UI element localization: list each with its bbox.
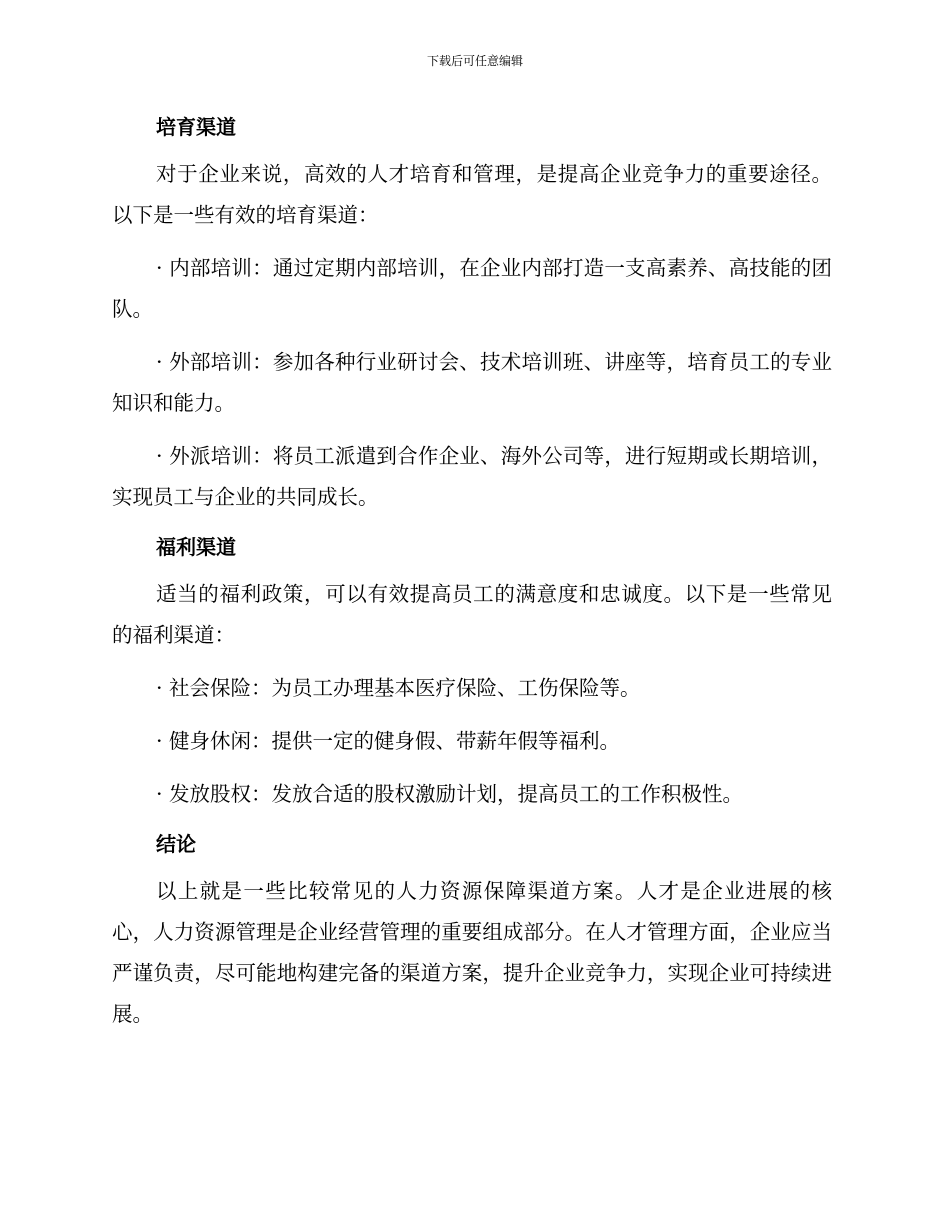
bullet-dispatch-training: · 外派培训：将员工派遣到合作企业、海外公司等，进行短期或长期培训，实现员工与企业的共同成长。 [112, 444, 832, 509]
bullet-fitness-leisure: · 健身休闲：提供一定的健身假、带薪年假等福利。 [156, 729, 621, 753]
bullet-social-insurance: · 社会保险：为员工办理基本医疗保险、工伤保险等。 [156, 676, 641, 700]
section-heading-welfare: 福利渠道 [156, 535, 236, 559]
document-body [112, 112, 832, 1035]
paragraph-welfare-intro: 适当的福利政策，可以有效提高员工的满意度和忠诚度。以下是一些常见的福利渠道： [112, 582, 832, 647]
section-heading-training: 培育渠道 [156, 115, 236, 139]
bullet-internal-training: · 内部培训：通过定期内部培训，在企业内部打造一支高素养、高技能的团队。 [112, 256, 832, 321]
page-header: 下载后可任意编辑 [426, 54, 523, 68]
paragraph-training-intro: 对于企业来说，高效的人才培育和管理，是提高企业竞争力的重要途径。以下是一些有效的培育渠道： [112, 162, 832, 227]
bullet-external-training: · 外部培训：参加各种行业研讨会、技术培训班、讲座等，培育员工的专业知识和能力。 [112, 350, 832, 415]
bullet-equity: · 发放股权：发放合适的股权激励计划，提高员工的工作积极性。 [156, 782, 744, 806]
paragraph-conclusion: 以上就是一些比较常见的人力资源保障渠道方案。人才是企业进展的核心，人力资源管理是企业经营管理的重要组成部分。在人才管理方面，企业应当严谨负责，尽可能地构建完备的渠道方案，提升企业竞争力，实现企业可持续进展。 [112, 879, 832, 1026]
section-heading-conclusion: 结论 [156, 832, 196, 856]
